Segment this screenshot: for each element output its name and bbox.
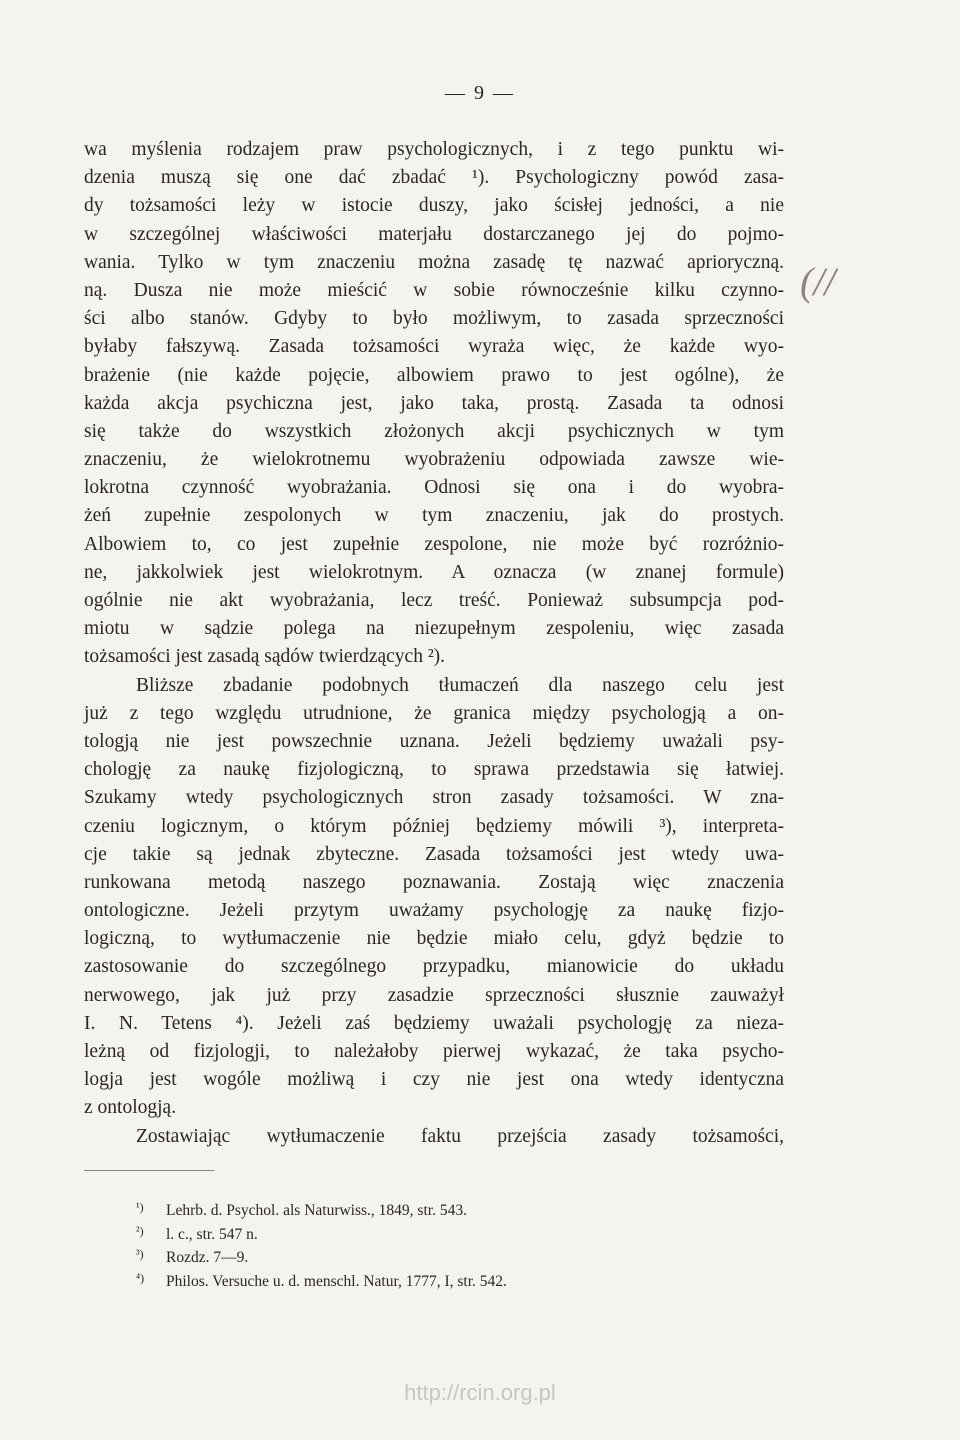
paragraph-first-line: Bliższe zbadanie podobnych tłumaczeń dla naszego celu jest [136,674,784,696]
text-line: Albowiem to, co jest zupełnie zespolone, nie może być rozróżnio- [84,533,784,555]
text-line: miotu w sądzie polega na niezupełnym zespoleniu, więc zasada [84,618,784,640]
text-line: się także do wszystkich złożonych akcji psychicznych w tym [84,420,784,442]
text-line: nerwowego, jak już przy zasadzie sprzeczności słusznie zauważył [84,984,784,1006]
watermark-url: http://rcin.org.pl [404,1380,556,1405]
footnote-text: Rozdz. 7—9. [166,1249,249,1266]
page-number: — 9 — [445,82,515,104]
footnote-text: Lehrb. d. Psychol. als Naturwiss., 1849, str. 543. [166,1202,467,1219]
text-line: runkowana metodą naszego poznawania. Zostają więc znaczenia [84,871,784,893]
text-line: ontologiczne. Jeżeli przytym uważamy psychologję za naukę fizjo- [84,900,784,922]
text-line: byłaby fałszywą. Zasada tożsamości wyraża więc, że każde wyo- [84,336,784,358]
text-line: dzenia muszą się one dać zbadać ¹). Psychologiczny powód zasa- [84,167,784,189]
text-line: z ontologją. [84,1097,177,1119]
text-line: znaczeniu, że wielokrotnemu wyobrażeniu odpowiada zawsze wie- [84,449,784,471]
text-line: logiczną, to wytłumaczenie nie będzie miało celu, gdyż będzie to [84,928,784,950]
text-line: ną. Dusza nie może mieścić w sobie równocześnie kilku czynno- [84,279,784,301]
text-line: lokrotna czynność wyobrażania. Odnosi się ona i do wyobra- [84,477,784,499]
text-line: ogólnie nie akt wyobrażania, lecz treść. Ponieważ subsumpcja pod- [84,590,784,611]
footnote-marker: ³) [136,1247,144,1261]
text-line: brażenie (nie każde pojęcie, albowiem prawo to jest ogólne), że [84,364,784,386]
text-line: już z tego względu utrudnione, że granica między psychologją a on- [84,702,784,724]
text-line: I. N. Tetens ⁴). Jeżeli zaś będziemy uważali psychologję za nieza- [84,1012,784,1034]
footnote-text: Philos. Versuche u. d. menschl. Natur, 1777, I, str. 542. [166,1272,507,1290]
text-line: dy tożsamości leży w istocie duszy, jako ścisłej jedności, a nie [84,195,784,217]
paragraph-first-line: Zostawiając wytłumaczenie faktu przejścia zasady tożsamości, [136,1125,784,1147]
footnote-marker: ¹) [136,1200,144,1214]
text-line: cje takie są jednak zbyteczne. Zasada tożsamości jest wtedy uwa- [84,843,784,865]
text-line: Szukamy wtedy psychologicznych stron zasady tożsamości. W zna- [84,787,784,809]
footnote [136,1243,696,1267]
text-line: każda akcja psychiczna jest, jako taka, prostą. Zasada ta odnosi [84,392,784,414]
text-line: wania. Tylko w tym znaczeniu można zasadę tę nazwać aprioryczną. [84,251,784,273]
body-text [84,136,784,1151]
footnote-marker: ²) [136,1223,144,1238]
text-line: zastosowanie do szczególnego przypadku, mianowicie do układu [84,956,784,978]
text-line: w szczególnej właściwości materjału dostarczanego jej do pojmo- [84,223,784,245]
text-line: ne, jakkolwiek jest wielokrotnym. A oznacza (w znanej formule) [84,561,784,583]
footnotes [136,1196,696,1290]
footnote [136,1267,696,1291]
text-line: żeń zupełnie zespolonych w tym znaczeniu, jak do prostych. [84,505,784,527]
handwritten-margin-mark: (// [800,259,836,304]
footnote-separator [84,1170,214,1171]
footnote-text: l. c., str. 547 n. [166,1225,258,1243]
text-line: leżną od fizjologji, to należałoby pierwej wykazać, że taka psycho- [84,1041,784,1062]
text-line: chologję za naukę fizjologiczną, to sprawa przedstawia się łatwiej. [84,759,784,781]
text-line: logja jest wogóle możliwą i czy nie jest ona wtedy identyczna [84,1069,784,1091]
footnote-marker: ⁴) [136,1270,145,1285]
footnote [136,1196,696,1220]
text-line: tologją nie jest powszechnie uznana. Jeżeli będziemy uważali psy- [84,730,784,752]
footnote [136,1220,696,1244]
text-line: tożsamości jest zasadą sądów twierdzących ²). [84,646,446,668]
text-line: czeniu logicznym, o którym później będziemy mówili ³), interpreta- [84,815,784,837]
text-line: wa myślenia rodzajem praw psychologicznych, i z tego punktu wi- [84,139,784,160]
text-line: ści albo stanów. Gdyby to było możliwym, to zasada sprzeczności [84,308,784,330]
